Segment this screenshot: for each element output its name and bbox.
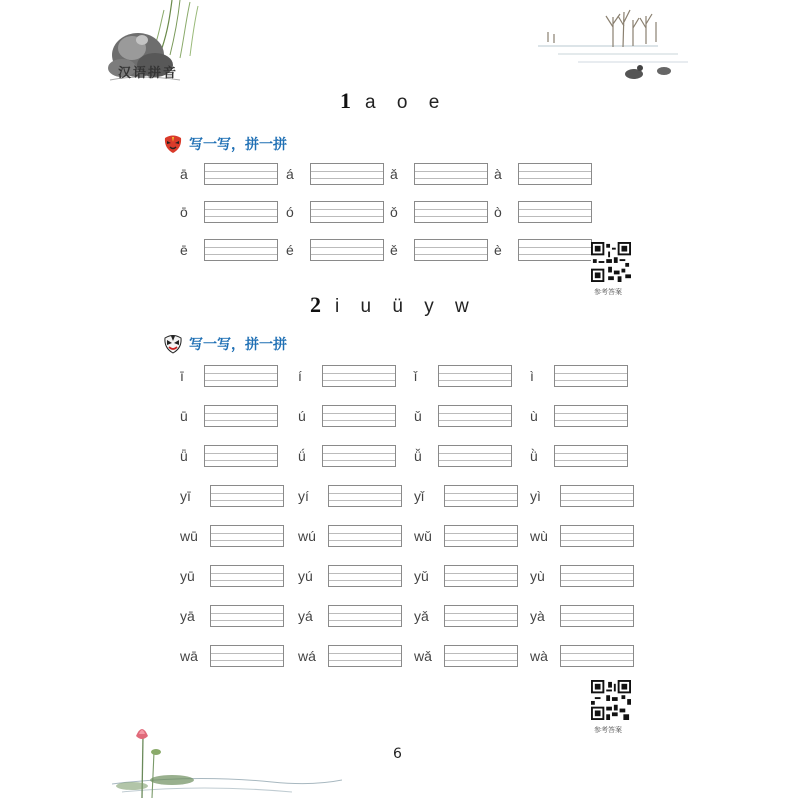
writing-box[interactable] <box>210 645 284 667</box>
pinyin-label: yā <box>180 608 195 624</box>
pinyin-label: yī <box>180 488 191 504</box>
pinyin-label: yù <box>530 568 545 584</box>
pinyin-label: yá <box>298 608 313 624</box>
pinyin-label: wù <box>530 528 548 544</box>
pinyin-label: yà <box>530 608 545 624</box>
writing-box[interactable] <box>310 201 384 223</box>
writing-box[interactable] <box>444 485 518 507</box>
opera-mask-icon <box>163 334 183 354</box>
practice-cell <box>298 484 402 508</box>
writing-box[interactable] <box>414 239 488 261</box>
practice-cell <box>530 564 634 588</box>
writing-box[interactable] <box>204 163 278 185</box>
practice-cell <box>494 162 592 186</box>
practice-cell <box>298 404 396 428</box>
writing-box[interactable] <box>204 445 278 467</box>
writing-box[interactable] <box>328 605 402 627</box>
pinyin-label: wǔ <box>414 528 432 544</box>
writing-box[interactable] <box>444 565 518 587</box>
writing-box[interactable] <box>438 365 512 387</box>
pinyin-label: ǔ <box>414 408 422 424</box>
pinyin-label: yū <box>180 568 195 584</box>
pinyin-label: wū <box>180 528 198 544</box>
writing-box[interactable] <box>518 239 592 261</box>
practice-cell <box>298 644 402 668</box>
pinyin-label: wā <box>180 648 198 664</box>
header-tag: 汉语拼音 <box>118 66 179 81</box>
practice-cell <box>180 484 284 508</box>
pinyin-label: ā <box>180 166 188 182</box>
practice-cell <box>286 162 384 186</box>
pinyin-label: yǐ <box>414 488 425 504</box>
practice-cell <box>298 604 402 628</box>
pinyin-label: ě <box>390 242 398 258</box>
pinyin-label: ǘ <box>298 448 306 464</box>
pinyin-label: ǜ <box>530 448 538 464</box>
writing-box[interactable] <box>414 201 488 223</box>
qr-caption: 参考答案 <box>594 288 622 296</box>
writing-box[interactable] <box>560 605 634 627</box>
qr-code-icon[interactable] <box>591 680 631 720</box>
pinyin-label: í <box>298 368 302 384</box>
writing-box[interactable] <box>444 605 518 627</box>
pinyin-label: yì <box>530 488 541 504</box>
practice-cell <box>414 524 518 548</box>
practice-cell <box>494 200 592 224</box>
pinyin-label: à <box>494 166 502 182</box>
practice-cell <box>390 162 488 186</box>
pinyin-label: ǚ <box>414 448 422 464</box>
pinyin-label: á <box>286 166 294 182</box>
practice-cell <box>494 238 592 262</box>
practice-cell <box>414 604 518 628</box>
pinyin-label: ǐ <box>414 368 418 384</box>
practice-cell <box>530 444 628 468</box>
practice-cell <box>530 604 634 628</box>
writing-box[interactable] <box>204 201 278 223</box>
writing-box[interactable] <box>204 239 278 261</box>
pinyin-label: è <box>494 242 502 258</box>
practice-cell <box>180 364 278 388</box>
pinyin-label: ē <box>180 242 188 258</box>
writing-box[interactable] <box>438 445 512 467</box>
pinyin-label: wá <box>298 648 316 664</box>
practice-cell <box>530 364 628 388</box>
writing-box[interactable] <box>210 565 284 587</box>
practice-cell <box>180 162 278 186</box>
practice-cell <box>414 364 512 388</box>
practice-cell <box>414 484 518 508</box>
practice-cell <box>298 364 396 388</box>
writing-box[interactable] <box>560 485 634 507</box>
writing-box[interactable] <box>210 525 284 547</box>
writing-box[interactable] <box>414 163 488 185</box>
practice-cell <box>180 644 284 668</box>
section-2-subheading-text: 写一写，拼一拼 <box>189 337 287 353</box>
practice-cell <box>180 200 278 224</box>
practice-cell <box>414 564 518 588</box>
pinyin-label: ī <box>180 368 184 384</box>
pinyin-label: yú <box>298 568 313 584</box>
writing-box[interactable] <box>444 525 518 547</box>
section-1-subheading-text: 写一写，拼一拼 <box>189 137 287 153</box>
practice-cell <box>180 444 278 468</box>
lotus-illustration <box>112 722 342 800</box>
practice-cell <box>414 444 512 468</box>
section-1-number: 1 <box>340 88 351 113</box>
opera-mask-icon <box>163 134 183 154</box>
writing-box[interactable] <box>518 201 592 223</box>
pinyin-label: ǒ <box>390 204 398 220</box>
section-1-title <box>340 88 447 114</box>
pinyin-label: yǎ <box>414 608 429 624</box>
practice-cell <box>180 604 284 628</box>
section-2-title <box>310 292 477 318</box>
writing-box[interactable] <box>328 645 402 667</box>
page-number: 6 <box>393 746 402 762</box>
writing-box[interactable] <box>554 365 628 387</box>
writing-box[interactable] <box>210 605 284 627</box>
pinyin-label: é <box>286 242 294 258</box>
qr-code-icon[interactable] <box>591 242 631 282</box>
pinyin-label: wǎ <box>414 648 432 664</box>
writing-box[interactable] <box>518 163 592 185</box>
pinyin-label: ò <box>494 204 502 220</box>
writing-box[interactable] <box>204 405 278 427</box>
writing-box[interactable] <box>328 485 402 507</box>
section-2-number: 2 <box>310 292 321 317</box>
pinyin-label: wú <box>298 528 316 544</box>
section-1-subheading <box>163 133 287 155</box>
writing-box[interactable] <box>560 525 634 547</box>
practice-cell <box>298 524 402 548</box>
section-1-letters: a o e <box>365 92 448 113</box>
practice-cell <box>286 200 384 224</box>
pinyin-label: wà <box>530 648 548 664</box>
writing-box[interactable] <box>310 239 384 261</box>
writing-box[interactable] <box>328 565 402 587</box>
pinyin-label: ù <box>530 408 538 424</box>
practice-cell <box>298 444 396 468</box>
practice-cell <box>180 404 278 428</box>
practice-cell <box>390 238 488 262</box>
practice-cell <box>180 238 278 262</box>
section-2-letters: i u ü y w <box>335 296 477 317</box>
writing-box[interactable] <box>322 445 396 467</box>
pinyin-label: ú <box>298 408 306 424</box>
writing-box[interactable] <box>322 365 396 387</box>
practice-cell <box>530 484 634 508</box>
winter-lake-illustration <box>538 2 688 90</box>
pinyin-label: ō <box>180 204 188 220</box>
writing-box[interactable] <box>554 405 628 427</box>
practice-cell <box>530 524 634 548</box>
pinyin-label: ó <box>286 204 294 220</box>
writing-box[interactable] <box>322 405 396 427</box>
writing-box[interactable] <box>444 645 518 667</box>
pinyin-label: ū <box>180 408 188 424</box>
practice-cell <box>414 644 518 668</box>
writing-box[interactable] <box>204 365 278 387</box>
practice-cell <box>286 238 384 262</box>
qr-caption: 参考答案 <box>594 726 622 734</box>
practice-cell <box>180 564 284 588</box>
writing-box[interactable] <box>438 405 512 427</box>
pinyin-label: ǖ <box>180 448 188 464</box>
pinyin-label: yí <box>298 488 309 504</box>
pinyin-label: ì <box>530 368 534 384</box>
writing-box[interactable] <box>560 645 634 667</box>
practice-cell <box>530 644 634 668</box>
practice-cell <box>414 404 512 428</box>
writing-box[interactable] <box>560 565 634 587</box>
writing-box[interactable] <box>210 485 284 507</box>
section-2-subheading <box>163 333 287 355</box>
writing-box[interactable] <box>328 525 402 547</box>
pinyin-label: yǔ <box>414 568 429 584</box>
practice-cell <box>180 524 284 548</box>
pinyin-label: ǎ <box>390 166 398 182</box>
writing-box[interactable] <box>310 163 384 185</box>
practice-cell <box>298 564 402 588</box>
practice-cell <box>530 404 628 428</box>
writing-box[interactable] <box>554 445 628 467</box>
practice-cell <box>390 200 488 224</box>
